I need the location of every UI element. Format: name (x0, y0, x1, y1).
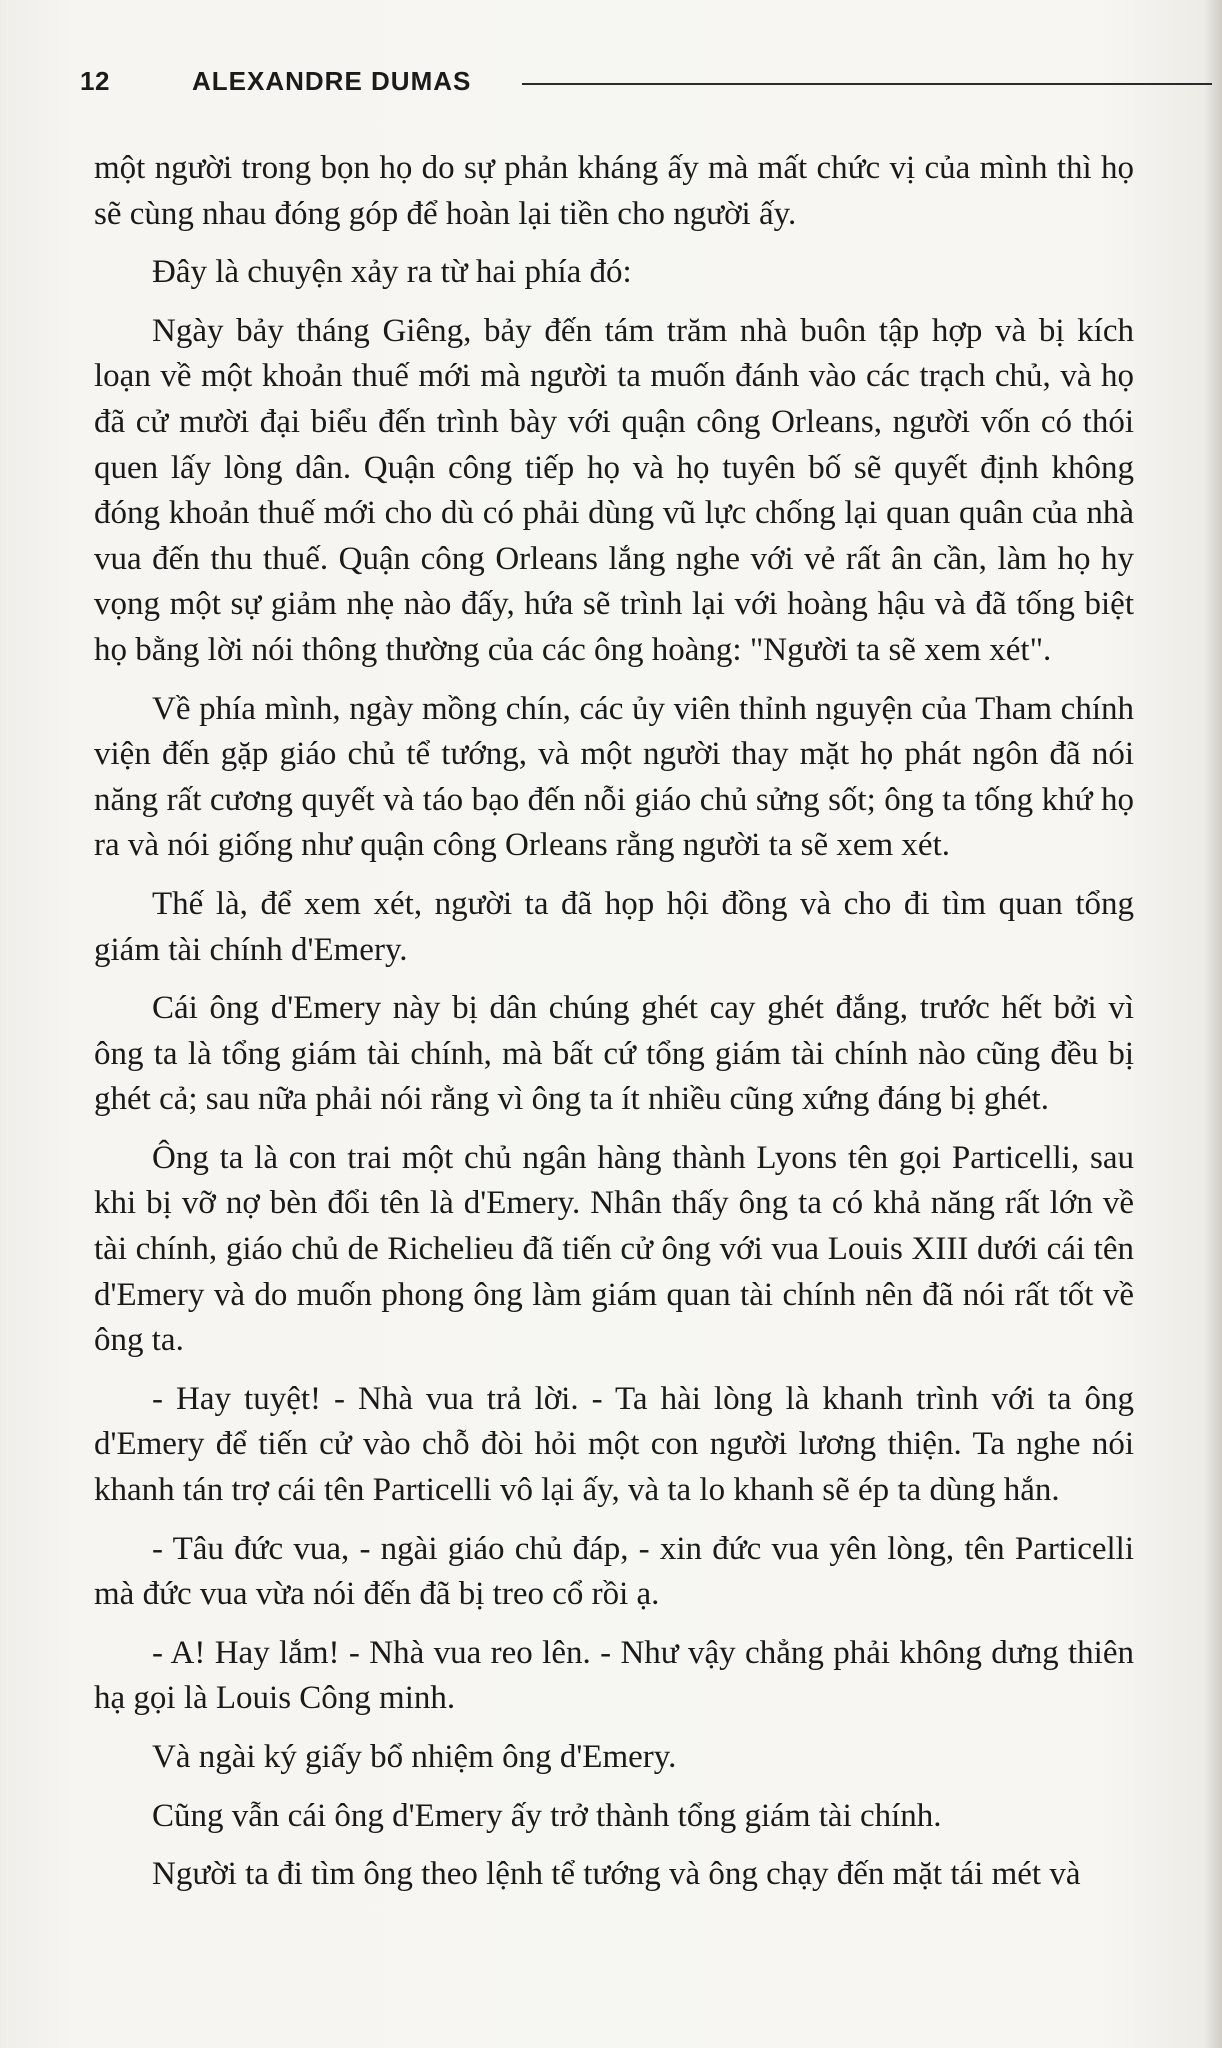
paragraph: Ông ta là con trai một chủ ngân hàng thành Lyons tên gọi Particelli, sau khi bị vỡ nợ bèn đổi tên là d'Emery. Nhân thấy ông ta có khả năng rất lớn về tài chính, giáo chủ de Richelieu đã tiến cử ông với vua Louis XIII dưới cái tên d'Emery và do muốn phong ông làm giám quan tài chính nên đã nói rất tốt về ông ta. (94, 1139, 1134, 1359)
paragraph: một người trong bọn họ do sự phản kháng ấy mà mất chức vị của mình thì họ sẽ cùng nhau đóng góp để hoàn lại tiền cho người ấy. (94, 150, 1134, 232)
header-rule (522, 83, 1212, 85)
page-edge-shadow (1204, 0, 1222, 2048)
paragraph: Cũng vẫn cái ông d'Emery ấy trở thành tổng giám tài chính. (152, 1797, 942, 1834)
running-header (80, 62, 1130, 102)
body-text (94, 146, 1134, 1911)
paragraph: Về phía mình, ngày mồng chín, các ủy viên thỉnh nguyện của Tham chính viện đến gặp giáo chủ tể tướng, và một người thay mặt họ phát ngôn đã nói năng rất cương quyết và táo bạo đến nỗi giáo chủ sửng sốt; ông ta tống khứ họ ra và nói giống như quận công Orleans rằng người ta sẽ xem xét. (94, 690, 1134, 864)
paragraph: Người ta đi tìm ông theo lệnh tể tướng và ông chạy đến mặt tái mét và (152, 1856, 1081, 1893)
paragraph: Cái ông d'Emery này bị dân chúng ghét cay ghét đắng, trước hết bởi vì ông ta là tổng giám tài chính, mà bất cứ tổng giám tài chính nào cũng đều bị ghét cả; sau nữa phải nói rằng vì ông ta ít nhiều cũng xứng đáng bị ghét. (94, 990, 1134, 1118)
paragraph: Thế là, để xem xét, người ta đã họp hội đồng và cho đi tìm quan tổng giám tài chính d'Emery. (94, 885, 1134, 968)
running-header-author: ALEXANDRE DUMAS (192, 66, 472, 96)
page-number: 12 (80, 66, 110, 96)
paragraph: Đây là chuyện xảy ra từ hai phía đó: (152, 254, 632, 291)
paragraph: - Tâu đức vua, - ngài giáo chủ đáp, - xin đức vua yên lòng, tên Particelli mà đức vua vừa nói đến đã bị treo cổ rồi ạ. (94, 1530, 1134, 1613)
paragraph: - Hay tuyệt! - Nhà vua trả lời. - Ta hài lòng là khanh trình với ta ông d'Emery để tiến cử vào chỗ đòi hỏi một con người lương thiện. Ta nghe nói khanh tán trợ cái tên Particelli vô lại ấy, và ta lo khanh sẽ ép ta dùng hắn. (94, 1380, 1134, 1509)
paragraph: Ngày bảy tháng Giêng, bảy đến tám trăm nhà buôn tập hợp và bị kích loạn về một khoản thuế mới mà người ta muốn đánh vào các trạch chủ, và họ đã cử mười đại biểu đến trình bày với quận công Orleans, người vốn có thói quen lấy lòng dân. Quận công tiếp họ và họ tuyên bố sẽ quyết định không đóng khoản thuế mới cho dù có phải dùng vũ lực chống lại quan quân của nhà vua đến thu thuế. Quận công Orleans lắng nghe với vẻ rất ân cần, làm họ hy vọng một sự giảm nhẹ nào đấy, hứa sẽ trình lại với hoàng hậu và đã tống biệt họ bằng lời nói thông thường của các ông hoàng: "Người ta sẽ xem xét". (94, 312, 1134, 668)
paragraph: Và ngài ký giấy bổ nhiệm ông d'Emery. (152, 1739, 677, 1775)
paragraph: - A! Hay lắm! - Nhà vua reo lên. - Như vậy chẳng phải không dưng thiên hạ gọi là Louis Công minh. (94, 1634, 1134, 1717)
